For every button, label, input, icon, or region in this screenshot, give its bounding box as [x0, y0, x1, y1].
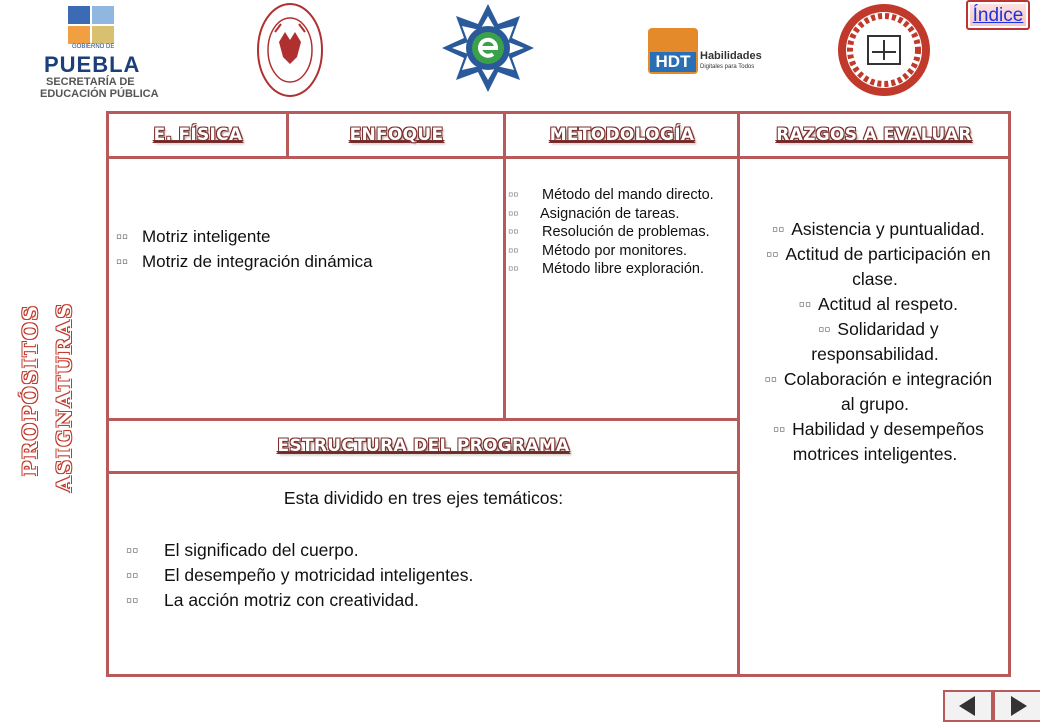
list-item: ▫▫ El significado del cuerpo.: [126, 538, 726, 563]
hdt-subtitle-text: Digitales para Todos: [700, 64, 755, 70]
bullet-icon: ▫▫: [508, 205, 519, 222]
hdt-title-text: Habilidades: [700, 50, 762, 62]
header-traits: RAZGOS A EVALUAR: [741, 114, 1007, 156]
list-item: ▫▫ Actitud al respeto.: [750, 292, 1000, 317]
next-button[interactable]: [993, 690, 1040, 722]
bullet-icon: ▫▫: [126, 540, 139, 560]
index-button[interactable]: Índice: [966, 0, 1030, 30]
bullet-icon: ▫▫: [508, 224, 519, 240]
previous-button[interactable]: [943, 690, 993, 722]
header-method: METODOLOGÍA: [507, 114, 737, 156]
education-star-logo: [440, 2, 536, 94]
hdt-badge-text: HDT: [650, 52, 696, 72]
method-list: [508, 186, 730, 279]
list-item: ▫▫ Resolución de problemas.: [508, 224, 710, 240]
bullet-icon: ▫▫: [126, 590, 139, 610]
sep-puebla-logo: [40, 4, 160, 100]
list-item: ▫▫ Asignación de tareas.: [508, 205, 680, 222]
puebla-line1-text: SECRETARÍA DE: [46, 76, 135, 88]
puebla-gobierno-text: GOBIERNO DE: [72, 44, 115, 50]
bullet-icon: ▫▫: [772, 419, 786, 439]
puebla-line2-text: EDUCACIÓN PÚBLICA: [40, 88, 159, 100]
bullet-icon: ▫▫: [771, 219, 785, 239]
list-item: ▫▫ Motriz inteligente: [116, 224, 496, 249]
bullet-icon: ▫▫: [508, 187, 519, 203]
bullet-icon: ▫▫: [508, 242, 519, 259]
list-item: ▫▫ Solidaridad y responsabilidad.: [811, 319, 939, 364]
header-structure: ESTRUCTURA DEL PROGRAMA: [110, 422, 737, 470]
side-title-propositos: PROPÓSITOS: [18, 303, 42, 476]
hdt-logo: [648, 28, 772, 76]
list-item: ▫▫ Habilidad y desempeños motrices inteligentes.: [750, 417, 1000, 467]
triangle-left-icon: [955, 694, 981, 718]
bullet-icon: ▫▫: [508, 261, 519, 277]
structure-bottom-divider: [106, 471, 740, 474]
list-item: ▫▫ Método libre exploración.: [508, 261, 705, 277]
list-item: ▫▫ Asistencia y puntualidad.: [750, 217, 1000, 242]
bullet-icon: ▫▫: [798, 294, 812, 314]
list-item: ▫▫ Método por monitores.: [508, 242, 688, 259]
list-item: ▫▫ Motriz de integración dinámica: [116, 249, 496, 274]
bullet-icon: ▫▫: [766, 244, 779, 264]
list-item: ▫▫ Método del mando directo.: [508, 187, 714, 203]
structure-top-divider: [106, 418, 740, 421]
secondary-schools-seal-logo: [255, 2, 325, 98]
list-item: ▫▫ La acción motriz con creatividad.: [126, 588, 726, 613]
header-divider: [106, 156, 1011, 159]
bullet-icon: ▫▫: [116, 227, 129, 246]
bullet-icon: ▫▫: [764, 369, 778, 389]
traits-list: [750, 217, 1000, 467]
bullet-icon: ▫▫: [126, 565, 139, 585]
bullet-icon: ▫▫: [116, 252, 129, 271]
header-subject: E. FÍSICA: [110, 114, 286, 156]
puebla-state-text: PUEBLA: [44, 52, 141, 77]
col-divider-1: [286, 111, 289, 159]
col-divider-3: [737, 111, 740, 677]
structure-intro: Esta dividido en tres ejes temáticos:: [283, 488, 564, 508]
side-title-asignaturas: ASIGNATURAS: [52, 301, 76, 492]
focus-list: [116, 224, 496, 274]
list-item: ▫▫ El desempeño y motricidad inteligentes.: [126, 563, 726, 588]
triangle-right-icon: [1005, 694, 1031, 718]
list-item: ▫▫ Colaboración e integración al grupo.: [750, 367, 1000, 417]
bullet-icon: ▫▫: [818, 319, 831, 339]
school-emblem-logo: [836, 2, 932, 98]
structure-list: [126, 538, 726, 613]
list-item: ▫▫ Actitud de participación en clase.: [750, 242, 1000, 292]
col-divider-2: [503, 111, 506, 421]
header-focus: ENFOQUE: [290, 114, 503, 156]
